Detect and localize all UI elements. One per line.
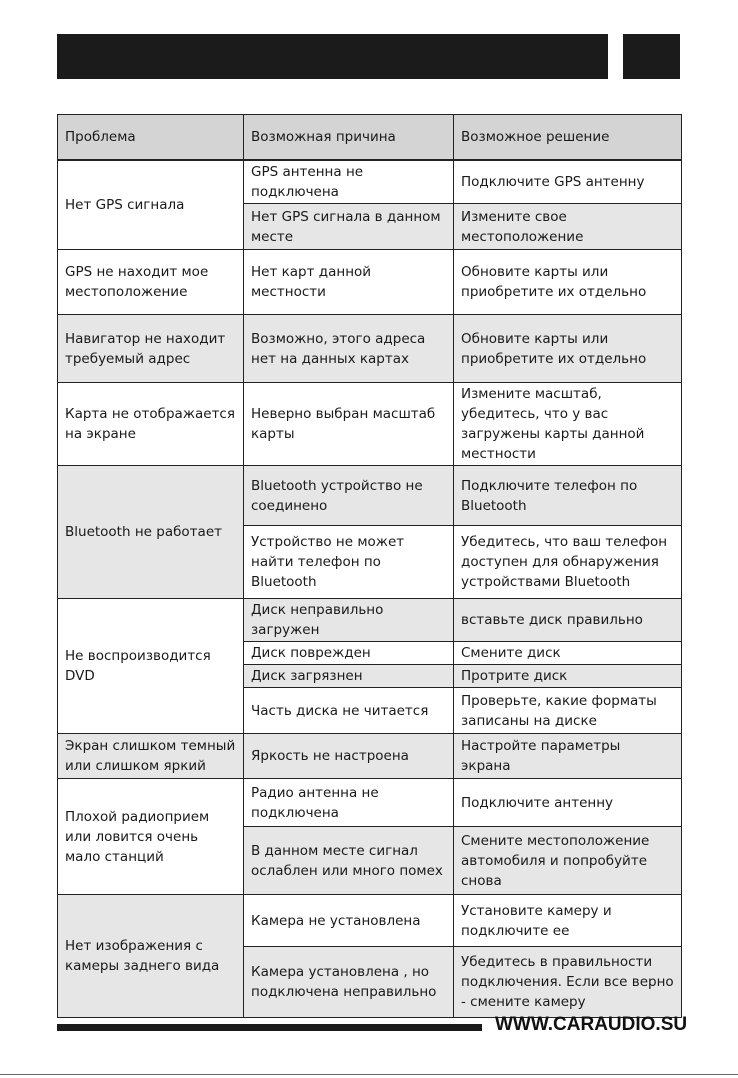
problem-cell: Нет GPS сигнала	[58, 160, 244, 250]
problem-cell: Bluetooth не работает	[58, 466, 244, 599]
solution-cell: Проверьте, какие форматы записаны на диске	[454, 688, 682, 734]
problem-cell: Карта не отображается на экране	[58, 383, 244, 466]
footer-rule	[57, 1024, 482, 1031]
solution-cell: Обновите карты или приобретите их отдельно	[454, 250, 682, 315]
solution-cell: Убедитесь в правильности подключения. Если все верно - смените камеру	[454, 947, 682, 1018]
cause-cell: Камера установлена , но подключена неправильно	[244, 947, 454, 1018]
table-row	[58, 315, 682, 383]
page-bottom-rule	[0, 1074, 738, 1075]
solution-cell: Убедитесь, что ваш телефон доступен для обнаружения устройствами Bluetooth	[454, 526, 682, 599]
cause-cell: Bluetooth устройство не соединено	[244, 466, 454, 526]
table-row	[58, 160, 682, 204]
solution-cell: Смените местоположение автомобиля и попробуйте снова	[454, 827, 682, 895]
troubleshooting-table	[57, 114, 682, 1018]
solution-cell: Подключите GPS антенну	[454, 160, 682, 204]
cause-cell: Нет GPS сигнала в данном месте	[244, 204, 454, 250]
cause-cell: Возможно, этого адреса нет на данных картах	[244, 315, 454, 383]
cause-cell: Неверно выбран масштаб карты	[244, 383, 454, 466]
cause-cell: Камера не установлена	[244, 895, 454, 947]
solution-cell: Установите камеру и подключите ее	[454, 895, 682, 947]
problem-cell: Навигатор не находит требуемый адрес	[58, 315, 244, 383]
solution-cell: Подключите телефон по Bluetooth	[454, 466, 682, 526]
problem-cell: Не воспроизводится DVD	[58, 599, 244, 734]
cause-cell: Нет карт данной местности	[244, 250, 454, 315]
cause-cell: Диск загрязнен	[244, 665, 454, 688]
footer-url: WWW.CARAUDIO.SU	[495, 1014, 688, 1035]
cause-cell: Яркость не настроена	[244, 734, 454, 779]
problem-cell: Нет изображения с камеры заднего вида	[58, 895, 244, 1018]
cause-cell: Устройство не может найти телефон по Bluetooth	[244, 526, 454, 599]
table-row	[58, 383, 682, 466]
cause-cell: GPS антенна не подключена	[244, 160, 454, 204]
problem-cell: Экран слишком темный или слишком яркий	[58, 734, 244, 779]
solution-cell: Обновите карты или приобретите их отдельно	[454, 315, 682, 383]
problem-cell: Плохой радиоприем или ловится очень мало станций	[58, 779, 244, 895]
solution-cell: Подключите антенну	[454, 779, 682, 827]
cause-cell: Радио антенна не подключена	[244, 779, 454, 827]
cause-cell: В данном месте сигнал ослаблен или много помех	[244, 827, 454, 895]
solution-cell: Измените масштаб, убедитесь, что у вас загружены карты данной местности	[454, 383, 682, 466]
cause-cell: Диск поврежден	[244, 642, 454, 665]
page-number-box	[623, 34, 680, 79]
cause-cell: Диск неправильно загружен	[244, 599, 454, 642]
solution-cell: Протрите диск	[454, 665, 682, 688]
header-bar	[57, 34, 608, 79]
cause-cell: Часть диска не читается	[244, 688, 454, 734]
solution-cell: Измените свое местоположение	[454, 204, 682, 250]
table-row	[58, 895, 682, 947]
solution-cell: вставьте диск правильно	[454, 599, 682, 642]
table-row	[58, 779, 682, 827]
header-problem: Проблема	[58, 115, 244, 161]
table-row	[58, 250, 682, 315]
header-cause: Возможная причина	[244, 115, 454, 161]
solution-cell: Смените диск	[454, 642, 682, 665]
problem-cell: GPS не находит мое местоположение	[58, 250, 244, 315]
table-header-row	[58, 115, 682, 161]
table-row	[58, 599, 682, 642]
header-solution: Возможное решение	[454, 115, 682, 161]
table-row	[58, 734, 682, 779]
table-row	[58, 466, 682, 526]
solution-cell: Настройте параметры экрана	[454, 734, 682, 779]
